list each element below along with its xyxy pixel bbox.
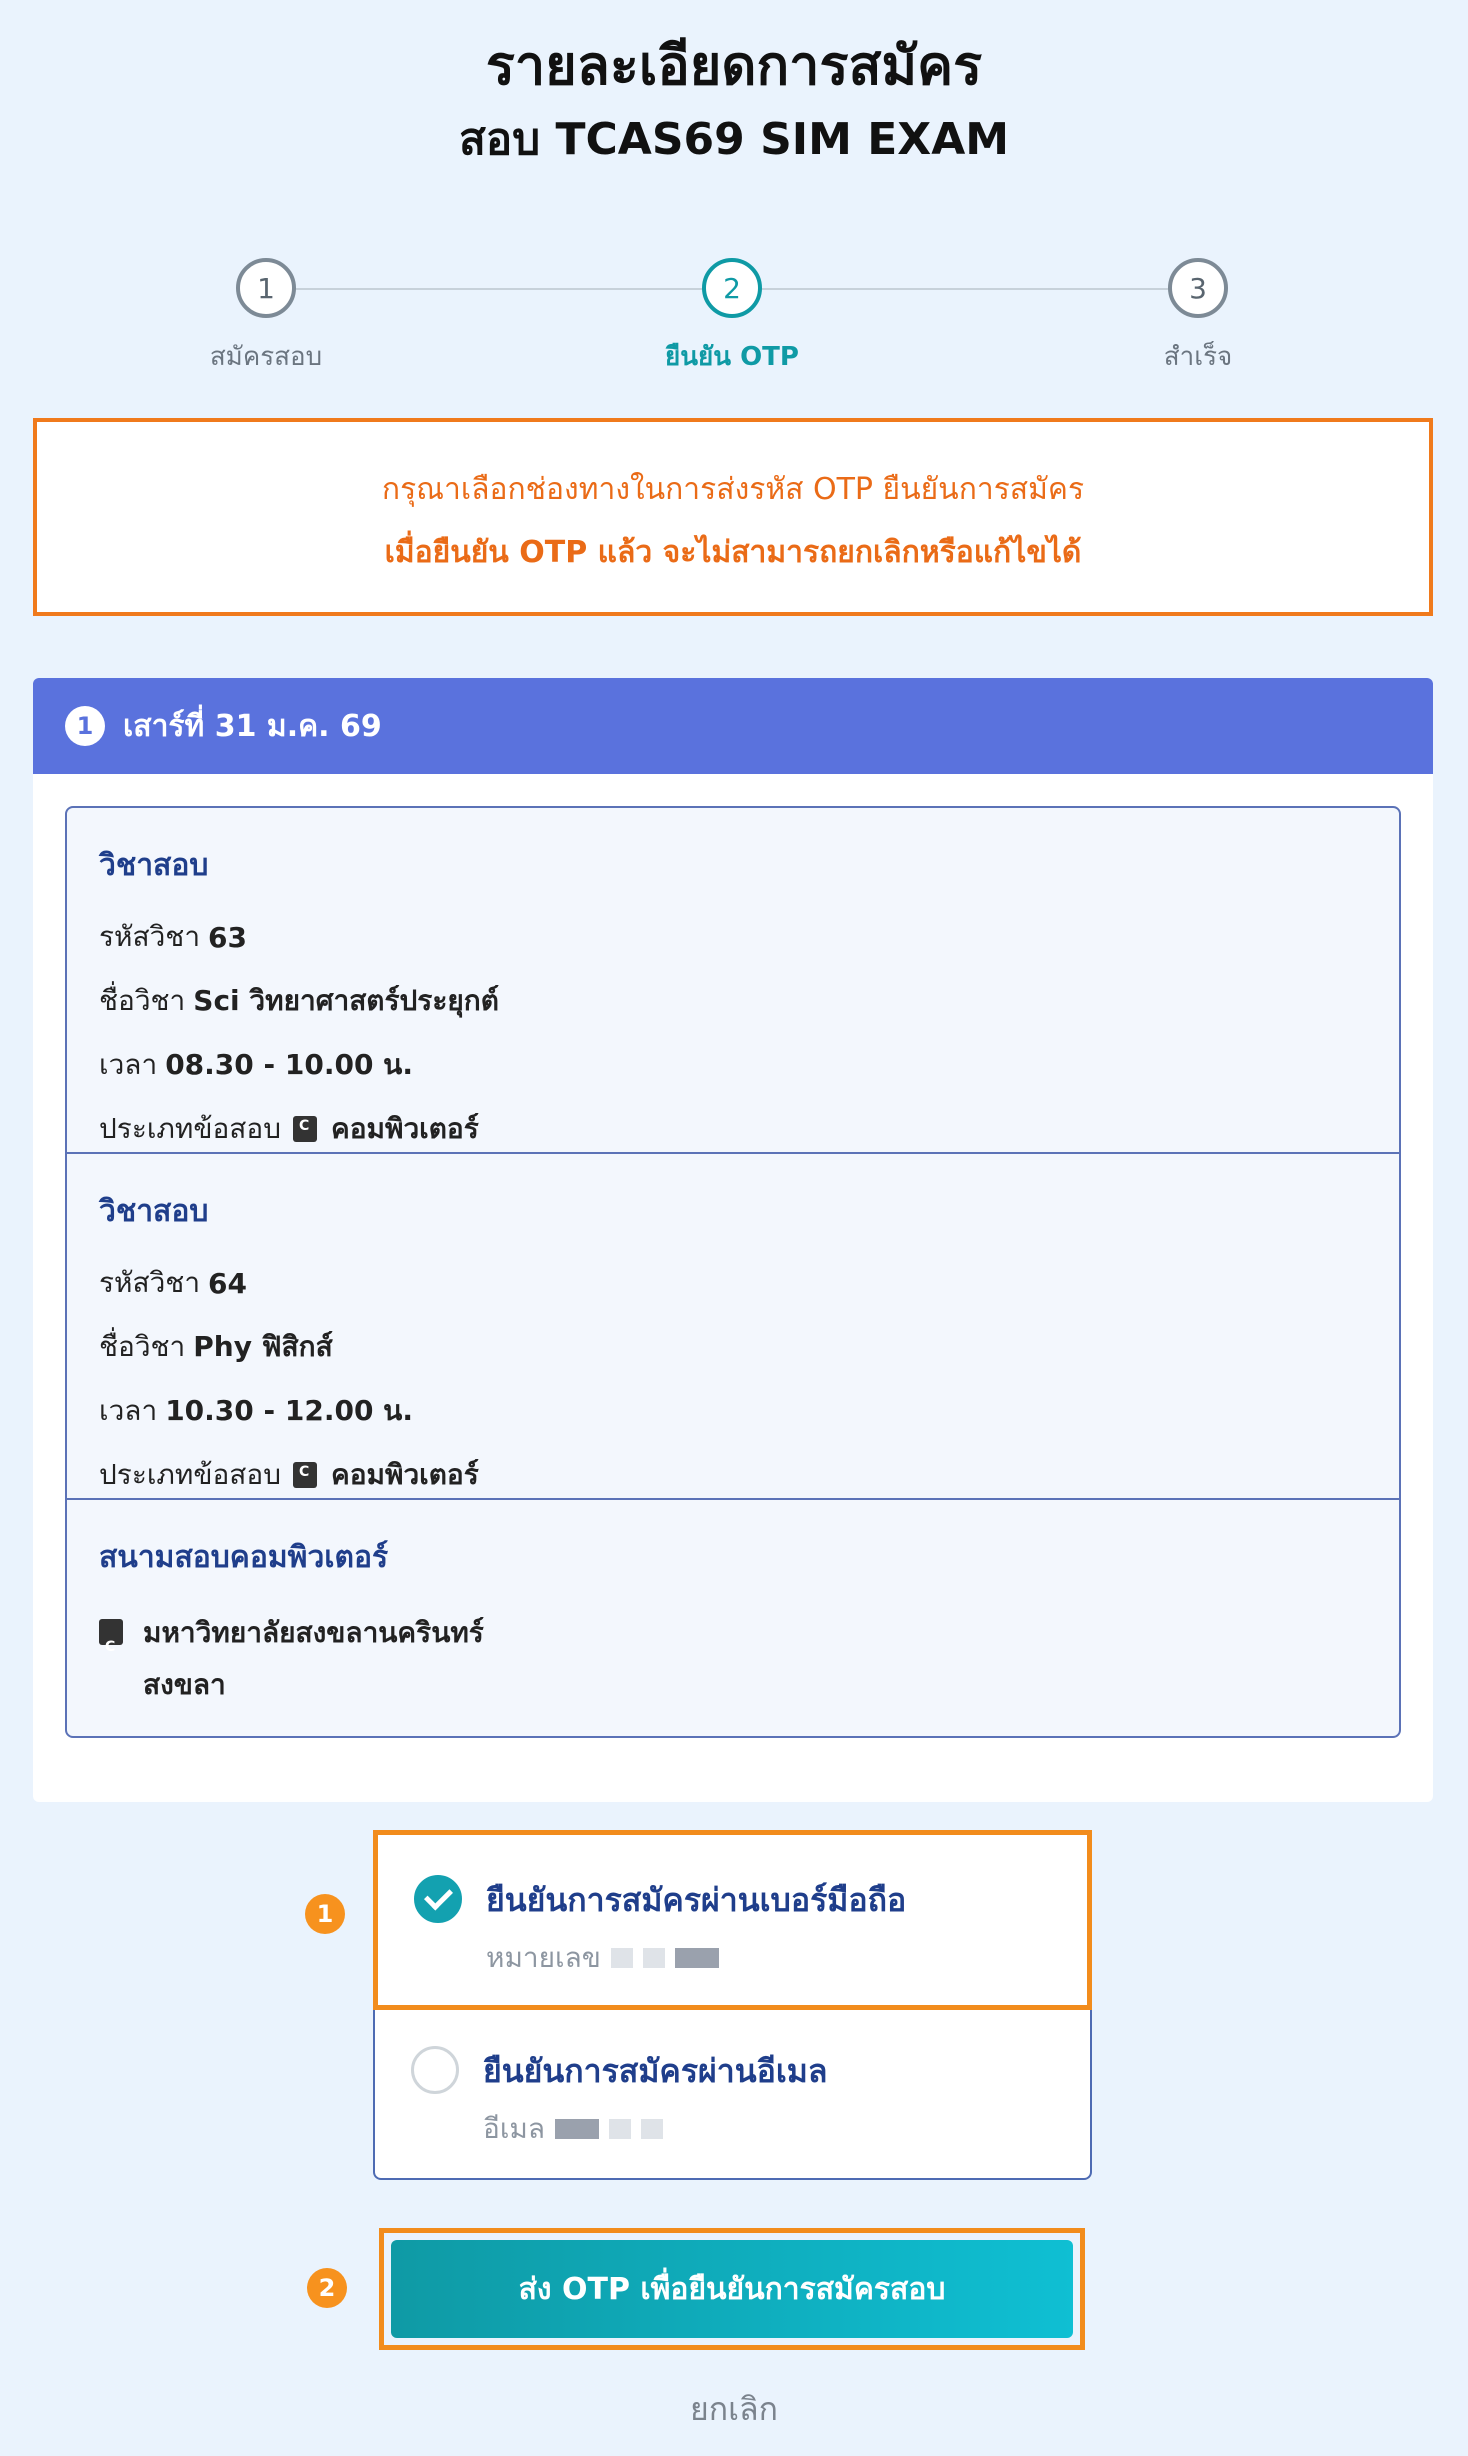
- subject-time-row: [99, 1043, 1367, 1087]
- otp-option-email[interactable]: [373, 2010, 1092, 2180]
- option-sub-label: อีเมล: [483, 2112, 546, 2145]
- computer-icon: [99, 1619, 123, 1645]
- masked-value: [609, 2119, 631, 2139]
- subject-type-label: ประเภทข้อสอบ: [99, 1112, 281, 1145]
- option-title: ยืนยันการสมัครผ่านอีเมล: [483, 2052, 828, 2090]
- subject-heading: วิชาสอบ: [99, 848, 209, 883]
- venue-heading: สนามสอบคอมพิวเตอร์: [99, 1540, 389, 1575]
- venue-province: สงขลา: [143, 1668, 226, 1701]
- subject-code-row: [99, 1261, 1367, 1305]
- subject-code: 64: [208, 1266, 248, 1300]
- radio-checked-icon[interactable]: [414, 1875, 462, 1923]
- step-otp: [612, 258, 852, 377]
- step-badge-2: 2: [307, 2268, 347, 2308]
- radio-unchecked-icon[interactable]: [411, 2046, 459, 2094]
- venue-info: [99, 1607, 1367, 1711]
- subject-name: Sci วิทยาศาสตร์ประยุกต์: [193, 984, 499, 1017]
- subject-name-label: ชื่อวิชา: [99, 984, 186, 1017]
- computer-icon: [293, 1116, 317, 1142]
- subject-heading: วิชาสอบ: [99, 1194, 209, 1229]
- step-number: 3: [1168, 258, 1228, 318]
- subject-name-label: ชื่อวิชา: [99, 1330, 186, 1363]
- exam-day-header: [33, 678, 1433, 774]
- subject-type-row: [99, 1107, 1367, 1151]
- subject-code-label: รหัสวิชา: [99, 920, 201, 953]
- send-otp-highlight: [379, 2228, 1085, 2350]
- subject-name-row: [99, 1325, 1367, 1369]
- exam-date: เสาร์ที่ 31 ม.ค. 69: [123, 708, 382, 744]
- send-otp-button[interactable]: ส่ง OTP เพื่อยืนยันการสมัครสอบ: [391, 2240, 1073, 2338]
- masked-value: [675, 1948, 719, 1968]
- masked-value: [641, 2119, 663, 2139]
- subject-time: 08.30 - 10.00 น.: [165, 1048, 413, 1081]
- step-label: สมัครสอบ: [209, 342, 323, 372]
- exam-details: [65, 806, 1401, 1738]
- subject-code-row: [99, 915, 1367, 959]
- subject-time-row: [99, 1389, 1367, 1433]
- masked-value: [643, 1948, 665, 1968]
- subject-time-label: เวลา: [99, 1048, 158, 1081]
- subject-type-label: ประเภทข้อสอบ: [99, 1458, 281, 1491]
- step-success: [1078, 258, 1318, 377]
- warning-box: [33, 418, 1433, 616]
- venue-name: มหาวิทยาลัยสงขลานครินทร์: [143, 1616, 484, 1649]
- computer-icon: [293, 1462, 317, 1488]
- cancel-link[interactable]: ยกเลิก: [689, 2390, 779, 2428]
- masked-value: [555, 2119, 599, 2139]
- day-index-badge: 1: [65, 706, 105, 746]
- subject-code: 63: [208, 920, 248, 954]
- subject-name-row: [99, 979, 1367, 1023]
- masked-value: [611, 1948, 633, 1968]
- option-subtext: [483, 2107, 827, 2151]
- step-number: 1: [236, 258, 296, 318]
- step-label: ยืนยัน OTP: [665, 342, 799, 372]
- warning-line-1: กรุณาเลือกช่องทางในการส่งรหัส OTP ยืนยันการสมัคร: [381, 472, 1085, 507]
- subject-type: คอมพิวเตอร์: [330, 1458, 479, 1491]
- step-badge-1: 1: [305, 1894, 345, 1934]
- subject-time: 10.30 - 12.00 น.: [165, 1394, 413, 1427]
- subject-section: [67, 1154, 1399, 1500]
- subject-section: [67, 808, 1399, 1154]
- otp-option-phone[interactable]: [373, 1830, 1092, 2010]
- venue-section: [67, 1500, 1399, 1711]
- page-subtitle: สอบ TCAS69 SIM EXAM: [458, 114, 1010, 165]
- option-title: ยืนยันการสมัครผ่านเบอร์มือถือ: [486, 1881, 907, 1919]
- subject-type-row: [99, 1453, 1367, 1497]
- page-title: รายละเอียดการสมัคร: [485, 34, 983, 97]
- subject-name: Phy ฟิสิกส์: [193, 1330, 333, 1363]
- option-sub-label: หมายเลข: [486, 1941, 601, 1974]
- step-number: 2: [702, 258, 762, 318]
- step-label: สำเร็จ: [1163, 342, 1233, 372]
- subject-code-label: รหัสวิชา: [99, 1266, 201, 1299]
- subject-type: คอมพิวเตอร์: [330, 1112, 479, 1145]
- subject-time-label: เวลา: [99, 1394, 158, 1427]
- warning-line-2: เมื่อยืนยัน OTP แล้ว จะไม่สามารถยกเลิกหรือแก้ไขได้: [384, 535, 1082, 570]
- exam-day-card: [33, 678, 1433, 1802]
- option-subtext: [486, 1936, 906, 1980]
- step-register: [146, 258, 386, 377]
